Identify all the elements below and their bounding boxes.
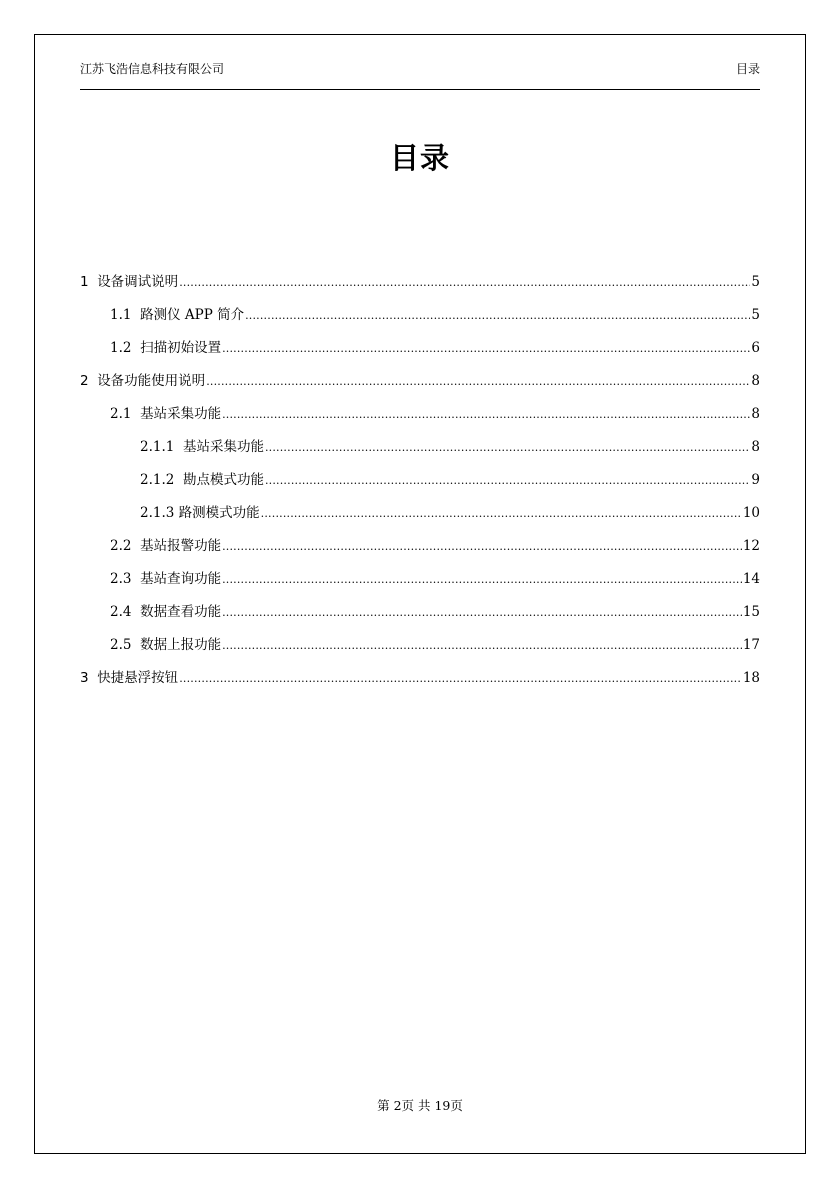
toc-leader-dots xyxy=(222,404,750,418)
toc-entry-number: 2.5 xyxy=(110,637,132,653)
toc-entry[interactable] xyxy=(110,336,760,360)
toc-entry-number: 2.1 xyxy=(110,406,132,422)
toc-entry[interactable] xyxy=(140,468,760,492)
toc-leader-dots xyxy=(179,272,750,286)
toc-entry-title: 基站报警功能 xyxy=(140,538,222,554)
toc-entry-number: 2.4 xyxy=(110,604,132,620)
toc-entry-page: 8 xyxy=(751,373,760,389)
toc-entry-number: 2.1.1 xyxy=(140,439,175,455)
toc-entry[interactable] xyxy=(110,633,760,657)
toc-entry[interactable] xyxy=(80,270,760,294)
toc-entry-title: 数据上报功能 xyxy=(140,637,222,653)
page-title: 目录 xyxy=(389,141,450,175)
company-name: 江苏飞浩信息科技有限公司 xyxy=(80,62,225,76)
toc-leader-dots xyxy=(206,371,750,385)
toc-leader-dots xyxy=(222,635,742,649)
toc-entry[interactable] xyxy=(110,534,760,558)
toc-entry-number: 2.1.3 xyxy=(140,505,175,521)
toc-leader-dots xyxy=(222,536,742,550)
toc-entry-number: 3 xyxy=(80,670,89,686)
toc-leader-dots xyxy=(179,668,742,682)
toc-entry-number: 1.1 xyxy=(110,307,132,323)
toc-entry-number: 2.1.2 xyxy=(140,472,175,488)
toc-leader-dots xyxy=(265,437,750,451)
toc-leader-dots xyxy=(261,503,742,517)
toc-entry-number: 2.3 xyxy=(110,571,132,587)
toc-entry-title: 路测模式功能 xyxy=(178,505,260,521)
page-border xyxy=(34,34,806,1154)
toc-entry-page: 18 xyxy=(742,670,760,686)
toc-entry[interactable] xyxy=(140,501,760,525)
toc-entry-page: 15 xyxy=(742,604,760,620)
toc-leader-dots xyxy=(222,338,750,352)
toc-entry-title: 基站采集功能 xyxy=(140,406,222,422)
toc-entry-page: 8 xyxy=(751,406,760,422)
toc-entry[interactable] xyxy=(110,567,760,591)
toc-entry-title: 数据查看功能 xyxy=(140,604,222,620)
toc-leader-dots xyxy=(265,470,750,484)
toc-entry-title: 设备调试说明 xyxy=(97,274,179,290)
toc-leader-dots xyxy=(222,569,742,583)
toc-entry[interactable] xyxy=(110,600,760,624)
toc-entry-page: 5 xyxy=(751,307,760,323)
toc-entry[interactable] xyxy=(110,402,760,426)
page-header xyxy=(80,58,760,90)
toc-entry-number: 1.2 xyxy=(110,340,132,356)
toc-entry-title: 扫描初始设置 xyxy=(140,340,222,356)
toc-entry-title: 基站采集功能 xyxy=(182,439,264,455)
toc-entry-number: 2.2 xyxy=(110,538,132,554)
toc-entry[interactable] xyxy=(110,303,760,327)
toc-entry-page: 12 xyxy=(742,538,760,554)
toc-leader-dots xyxy=(222,602,742,616)
toc-entry-title: 快捷悬浮按钮 xyxy=(97,670,179,686)
toc-entry-title: 设备功能使用说明 xyxy=(97,373,206,389)
toc-entry-title: 基站查询功能 xyxy=(140,571,222,587)
toc-entry[interactable] xyxy=(80,369,760,393)
toc-entry-title: 路测仪 APP 简介 xyxy=(140,307,245,323)
toc-entry[interactable] xyxy=(140,435,760,459)
toc-entry-page: 14 xyxy=(742,571,760,587)
toc-entry-page: 5 xyxy=(751,274,760,290)
toc-entry-page: 10 xyxy=(742,505,760,521)
page-footer: 第 2页 共 19页 xyxy=(377,1098,463,1113)
toc-entry-title: 勘点模式功能 xyxy=(182,472,264,488)
toc-entry[interactable] xyxy=(80,666,760,690)
toc-entry-number: 1 xyxy=(80,274,89,290)
header-section-title: 目录 xyxy=(735,62,760,76)
toc-entry-page: 17 xyxy=(742,637,760,653)
toc-entry-page: 8 xyxy=(751,439,760,455)
toc-entry-page: 9 xyxy=(751,472,760,488)
toc-entry-number: 2 xyxy=(80,373,89,389)
toc-leader-dots xyxy=(245,305,750,319)
toc-entry-page: 6 xyxy=(751,340,760,356)
